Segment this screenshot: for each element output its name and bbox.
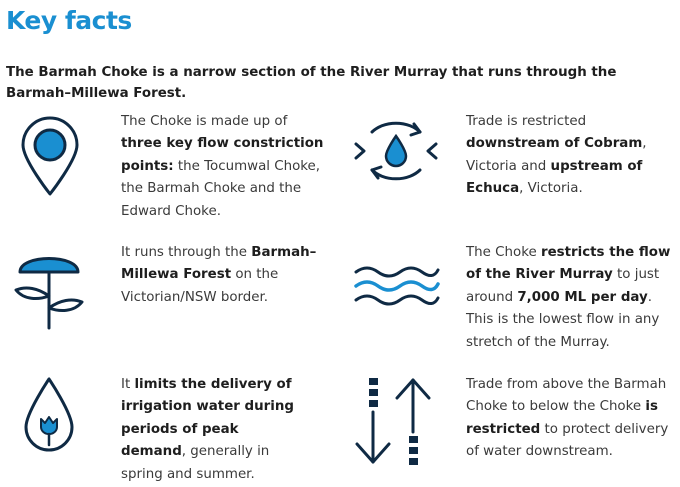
fact-emphasis: downstream of Cobram: [466, 136, 643, 152]
fact-span: to just around: [466, 267, 660, 305]
fact-emphasis: limits the delivery of irrigation water during periods of peak demand: [121, 377, 294, 460]
fact-text: [466, 242, 676, 354]
water-drop-arrows-icon: [350, 118, 442, 184]
fact-emphasis: restricts the flow of the River Murray: [466, 245, 671, 283]
fact-emphasis: Barmah–Millewa Forest: [121, 245, 317, 283]
fact-span: , Victoria.: [519, 181, 583, 197]
fact-span: It runs through the: [121, 245, 252, 260]
fact-text: [466, 374, 676, 464]
fact-emphasis: three key flow constriction points:: [121, 136, 324, 174]
fact-text: [121, 374, 306, 486]
intro-text: The Barmah Choke is a narrow section of the River Murray that runs through the Barmah–Millewa Forest.: [6, 65, 617, 101]
fact-span: on the Victorian/NSW border.: [121, 267, 279, 305]
fact-span: The Choke: [466, 245, 541, 260]
fact-text: [121, 111, 326, 223]
waves-icon: [352, 262, 442, 310]
fact-emphasis: 7,000 ML per day: [517, 289, 648, 305]
fact-span: , Victoria and: [466, 136, 647, 174]
fact-span: to protect delivery of water downstream.: [466, 421, 669, 460]
fact-emphasis: is restricted: [466, 399, 658, 437]
fact-emphasis: upstream of Echuca: [466, 158, 643, 197]
fact-span: the Tocumwal Choke, the Barmah Choke and the Edward Choke.: [121, 158, 321, 219]
fact-span: Trade from above the Barmah Choke to below the Choke: [466, 377, 667, 415]
fact-span: , generally in spring and summer.: [121, 444, 270, 482]
up-down-arrows-icon: [350, 376, 442, 466]
fact-span: It: [121, 377, 135, 392]
fact-text: [466, 111, 651, 201]
fact-text: [121, 242, 331, 309]
drop-flower-icon: [22, 375, 76, 457]
map-pin-icon: [14, 110, 86, 200]
tree-icon: [8, 242, 90, 332]
page-title: Key facts: [6, 6, 132, 35]
fact-span: . This is the lowest flow in any stretch of the Murray.: [466, 289, 660, 350]
fact-span: The Choke is made up of: [121, 114, 288, 129]
fact-span: Trade is restricted: [466, 114, 587, 129]
